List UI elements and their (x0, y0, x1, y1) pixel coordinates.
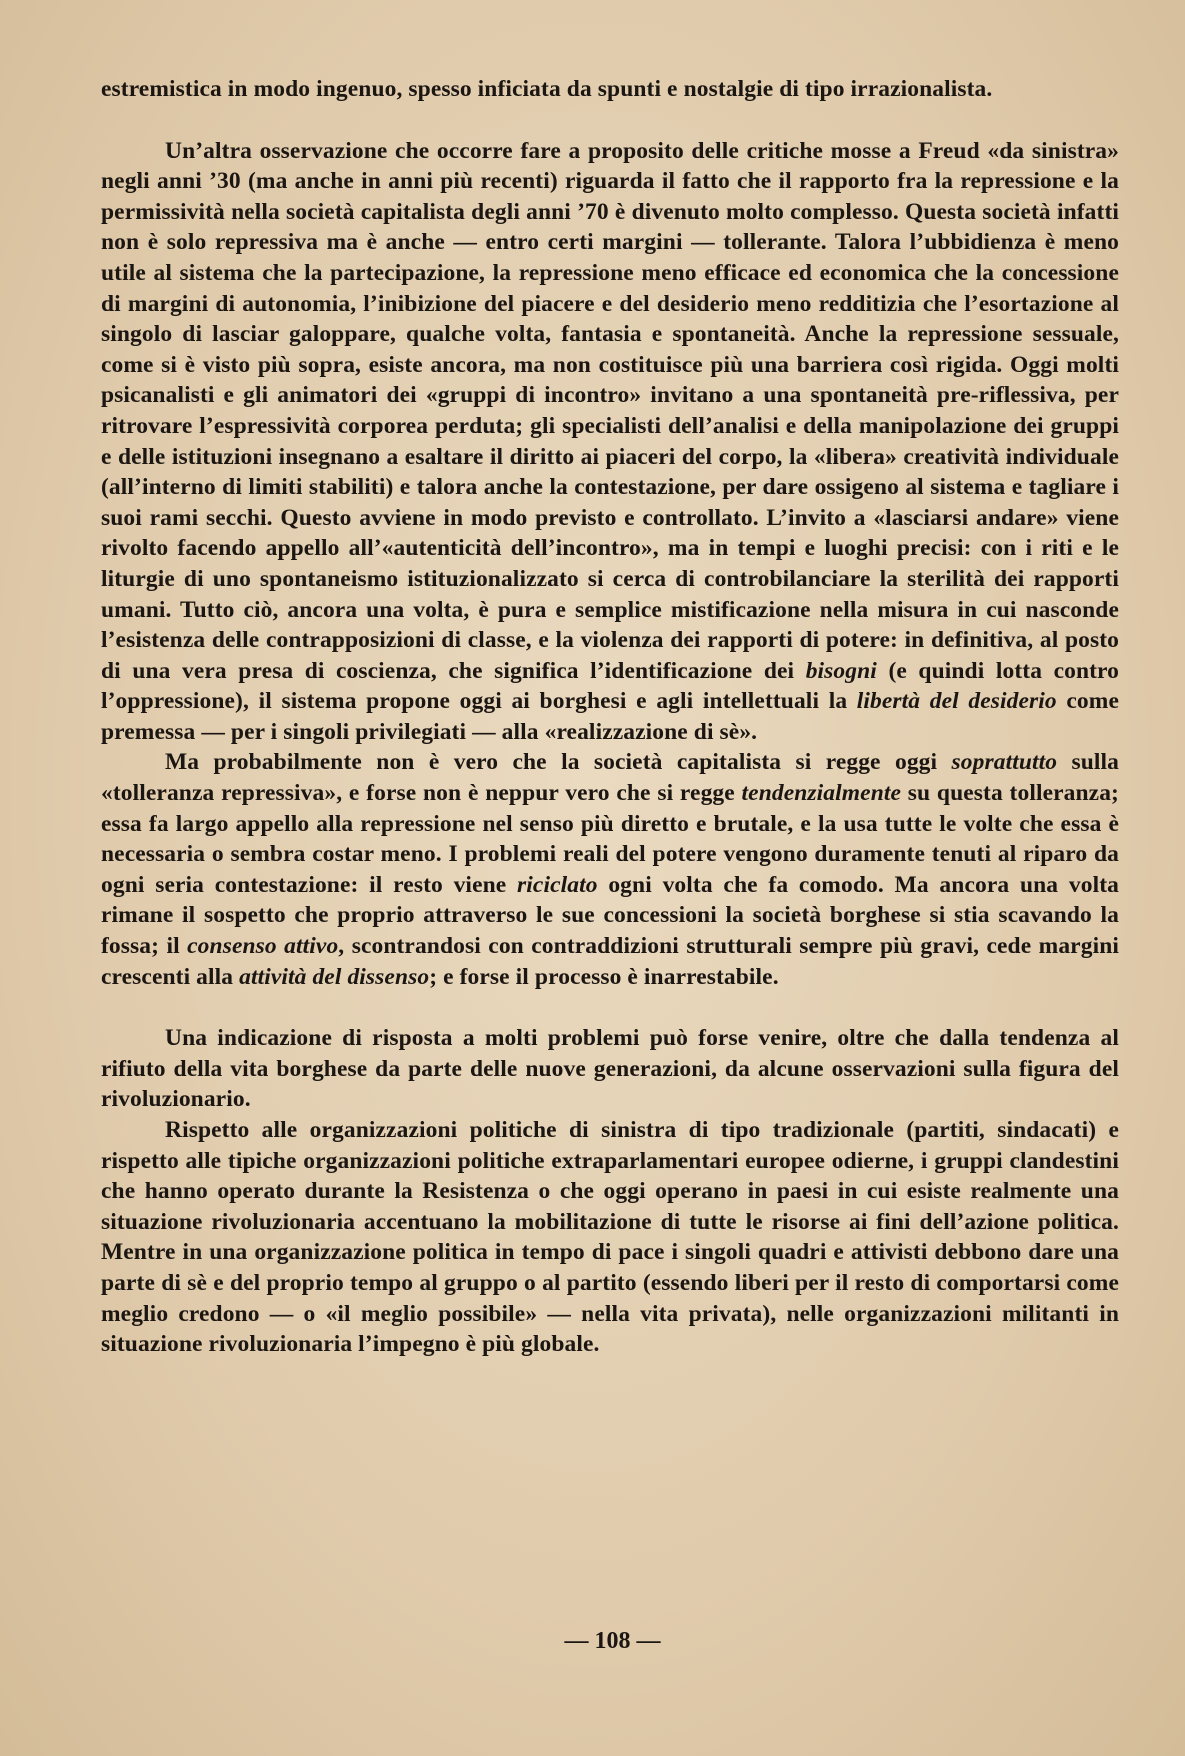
paragraph-p3 (101, 747, 1119, 992)
paragraph-p4 (101, 1023, 1119, 1115)
paragraph-p1 (101, 74, 1119, 105)
italic-run: riciclato (517, 871, 598, 898)
paragraph-gap (101, 105, 1119, 136)
text-run: , scontrandosi con contraddizioni strutturali sempre più gravi, cede margini crescenti alla (101, 933, 1119, 990)
italic-run: bisogni (805, 657, 877, 684)
text-run: ; e forse il processo è inarrestabile. (429, 963, 779, 990)
italic-run: consenso attivo (187, 933, 339, 960)
text-run: Rispetto alle organizzazioni politiche di sinistra di tipo tradizionale (partiti, sindacati) e rispetto alle tipiche organizzazioni politiche extraparlamentari europee odierne, i gruppi clandestini che hanno operato durante la Resistenza o che oggi operano in paesi in cui esiste realmente una situazione rivoluzionaria accentuano la mobilitazione di tutte le risorse ai fini dell’azione politica. Mentre in una organizzazione politica in tempo di pace i singoli quadri e attivisti debbono dare una parte di sè e del proprio tempo al gruppo o al partito (essendo liberi per il resto di comportarsi come meglio credono — o «il meglio possibile» — nella vita privata), nelle organizzazioni militanti in situazione rivoluzionaria l’impegno è più globale. (101, 1117, 1119, 1358)
italic-run: attività del dissenso (239, 963, 430, 990)
text-run: come premessa — per i singoli privilegiati — alla «realizzazione di sè». (101, 688, 1119, 745)
paragraph-p5 (101, 1115, 1119, 1360)
text-run: sulla «tolleranza repressiva», e forse non è neppur vero che si regge (101, 749, 1120, 807)
page-number (0, 1628, 1185, 1655)
text-run: Un’altra osservazione che occorre fare a proposito delle critiche mosse a Freud «da sinistra» negli anni ’30 (ma anche in anni più recenti) riguarda il fatto che il rapporto fra la repressione e la permissività nella società capitalista degli anni ’70 è divenuto molto complesso. Questa società infatti non è solo repressiva ma è anche — entro certi margini — tollerante. Talora l’ubbidienza è meno utile al sistema che la partecipazione, la repressione meno efficace ed economica che la concessione di margini di autonomia, l’inibizione del piacere e del desiderio meno redditizia che l’esortazione al singolo di lasciar galoppare, qualche volta, fantasia e spontaneità. Anche la repressione sessuale, come si è visto più sopra, esiste ancora, ma non costituisce più una barriera così rigida. Oggi molti psicanalisti e gli animatori dei «gruppi di incontro» invitano a una spontaneità pre-riflessiva, per ritrovare l’espressività corporea perduta; gli specialisti dell’analisi e della manipolazione dei gruppi e delle istituzioni insegnano a esaltare il diritto ai piaceri del corpo, la «libera» creatività individuale (all’interno di limiti stabiliti) e talora anche la contestazione, per dare ossigeno al sistema e tagliare i suoi rami secchi. Questo avviene in modo previsto e controllato. L’invito a «lasciarsi andare» viene rivolto facendo appello all’«autenticità dell’incontro», ma in tempi e luoghi precisi: con i riti e le liturgie di uno spontaneismo istituzionalizzato si cerca di controbilanciare la sterilità dei rapporti umani. Tutto ciò, ancora una volta, è pura e semplice mistificazione nella misura in cui nasconde l’esistenza delle contrapposizioni di classe, e la violenza dei rapporti di potere: in definitiva, al posto di una vera presa di coscienza, che significa l’identificazione dei (101, 137, 1119, 684)
page-number-text: — 108 — (564, 1628, 661, 1654)
italic-run: libertà del desiderio (856, 688, 1057, 715)
text-run: Ma probabilmente non è vero che la società capitalista si regge oggi (165, 749, 952, 776)
text-run: estremistica in modo ingenuo, spesso inficiata da spunti e nostalgie di tipo irrazionalista. (101, 76, 993, 102)
paragraph-p2 (101, 136, 1119, 748)
text-run: ogni volta che fa comodo. Ma ancora una volta rimane il sospetto che proprio attraverso le sue concessioni la società borghese si stia scavando la fossa; il (101, 871, 1119, 960)
text-run: Una indicazione di risposta a molti problemi può forse venire, oltre che dalla tendenza al rifiuto della vita borghese da parte delle nuove generazioni, da alcune osservazioni sulla figura del rivoluzionario. (101, 1025, 1119, 1113)
page-body (101, 74, 1119, 1360)
paragraph-gap (101, 992, 1119, 1023)
text-run: (e quindi lotta contro l’oppressione), il sistema propone oggi ai borghesi e agli intellettuali la (101, 657, 1119, 715)
italic-run: tendenzialmente (741, 780, 902, 807)
italic-run: soprattutto (951, 749, 1058, 776)
text-run: su questa tolleranza; essa fa largo appello alla repressione nel senso più diretto e brutale, e la usa tutte le volte che essa è necessaria o sembra costar meno. I problemi reali del potere vengono duramente tenuti al riparo da ogni seria contestazione: il resto viene (101, 780, 1119, 898)
